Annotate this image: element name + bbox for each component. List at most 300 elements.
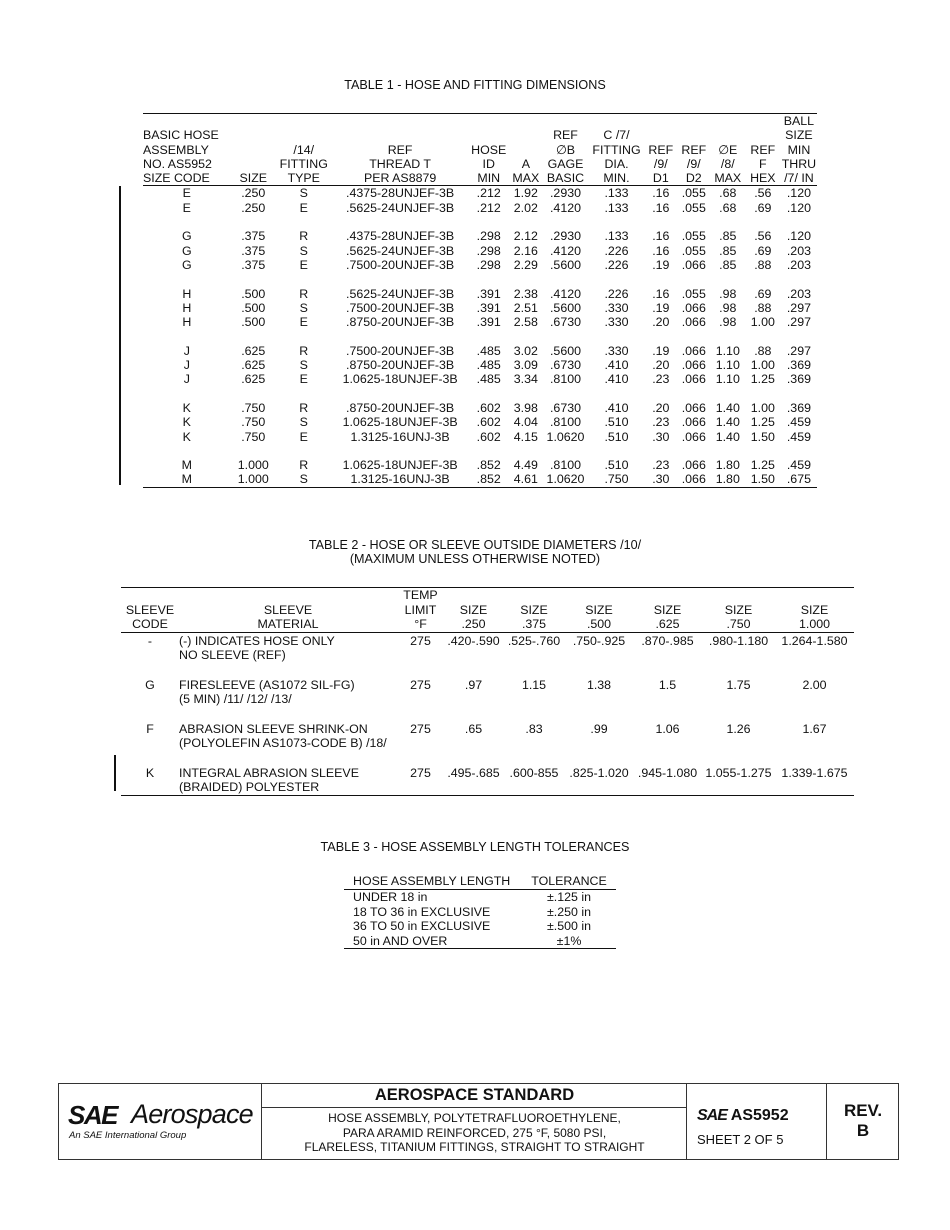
t2-header-cell: MATERIAL <box>179 617 397 632</box>
sleeve-material-line1: (-) INDICATES HOSE ONLY <box>179 633 335 648</box>
t1-cell: .500 <box>241 300 266 315</box>
t1-cell: .055 <box>681 229 706 244</box>
t1-cell: 4.61 <box>513 472 538 487</box>
t1-cell: 1.50 <box>750 429 775 444</box>
t1-cell: .066 <box>681 300 706 315</box>
t1-cell: .625 <box>241 343 266 358</box>
t1-cell: M <box>181 458 192 473</box>
t1-cell: .055 <box>681 243 706 258</box>
t1-cell: .602 <box>476 429 501 444</box>
t1-cell: .23 <box>652 372 670 387</box>
t2-header-cell: SIZE <box>585 602 613 617</box>
t1-cell: .88 <box>754 300 772 315</box>
t1-header-cell: D2 <box>677 171 711 186</box>
t1-cell: .133 <box>604 186 629 201</box>
sleeve-diameter: 1.06 <box>655 721 680 736</box>
t1-header-cell <box>745 128 781 142</box>
t1-header-cell <box>469 128 509 142</box>
t1-cell: 1.10 <box>715 343 740 358</box>
t1-cell: .16 <box>652 200 670 215</box>
t1-cell: .203 <box>786 257 811 272</box>
t1-cell: .066 <box>681 372 706 387</box>
t1-cell: .203 <box>786 286 811 301</box>
t1-cell: .410 <box>604 358 629 373</box>
t1-cell: S <box>299 472 308 487</box>
t1-cell: .19 <box>652 343 670 358</box>
t1-header-cell: TYPE <box>276 171 332 186</box>
t1-spacer-row <box>143 444 817 458</box>
t1-header-cell: MIN <box>469 171 509 186</box>
t1-cell: .391 <box>476 315 501 330</box>
t1-cell: 1.3125-16UNJ-3B <box>350 429 450 444</box>
table2-subtitle: (MAXIMUM UNLESS OTHERWISE NOTED) <box>349 552 601 566</box>
t1-cell: 1.80 <box>715 472 740 487</box>
t1-cell: .330 <box>604 300 629 315</box>
t1-cell: .675 <box>786 472 811 487</box>
t1-cell: .30 <box>652 429 670 444</box>
sleeve-diameter: .420-.590 <box>447 633 500 648</box>
t1-cell: .602 <box>476 415 501 430</box>
t1-cell: .88 <box>754 343 772 358</box>
t1-cell: S <box>299 243 308 258</box>
length-range: 18 TO 36 in EXCLUSIVE <box>353 904 491 919</box>
t2-header-cell <box>633 588 702 603</box>
t1-cell: .23 <box>652 415 670 430</box>
t1-cell: .391 <box>476 286 501 301</box>
t1-cell: .410 <box>604 400 629 415</box>
t1-cell: 2.58 <box>513 315 538 330</box>
t1-cell: J <box>183 358 190 373</box>
sleeve-diameter: 1.15 <box>521 677 547 692</box>
sleeve-diameter: 1.26 <box>726 721 751 736</box>
t1-cell: .212 <box>476 186 501 201</box>
sleeve-material <box>179 632 397 677</box>
t1-cell: 1.25 <box>750 372 775 387</box>
t1-cell: 2.38 <box>513 286 538 301</box>
t1-header-cell: REF <box>387 142 413 157</box>
t2-header-cell: SLEEVE <box>263 602 313 617</box>
t1-cell: .98 <box>719 315 737 330</box>
tolerance-value: ±.125 in <box>546 890 591 904</box>
t1-cell: .066 <box>681 315 706 330</box>
t1-cell: 1.40 <box>715 400 740 415</box>
t1-header-row <box>143 128 817 142</box>
t1-cell: K <box>182 400 191 415</box>
t2-header-cell <box>702 588 775 603</box>
t1-header-cell: ID <box>482 156 495 171</box>
t2-header-cell: SLEEVE <box>125 602 175 617</box>
temp-limit: 275 <box>410 721 431 736</box>
t1-header-cell: F <box>759 156 767 171</box>
t1-header-cell: MAX <box>509 171 543 186</box>
t1-cell: .23 <box>652 458 670 473</box>
t1-row <box>143 315 817 329</box>
t1-cell: .69 <box>754 243 772 258</box>
t1-header-cell: BASIC <box>543 171 588 186</box>
t1-cell: R <box>299 229 309 244</box>
t1-spacer <box>143 387 817 401</box>
t1-cell: .459 <box>786 458 811 473</box>
t2-header-row <box>121 617 854 632</box>
t1-header-cell <box>276 114 332 129</box>
sleeve-material <box>179 677 397 721</box>
t1-cell: 3.34 <box>513 372 538 387</box>
t1-cell: .4120 <box>549 243 581 258</box>
t1-cell: .68 <box>719 200 737 215</box>
t1-header-cell: MAX <box>711 171 745 186</box>
t1-header-cell: NO. AS5952 <box>143 156 212 171</box>
sleeve-diameter: 1.264-1.580 <box>781 633 848 648</box>
t2-row <box>121 721 854 765</box>
t1-cell: 2.16 <box>513 243 538 258</box>
sleeve-diameter: .97 <box>464 677 483 692</box>
t2-header-cell <box>775 588 854 603</box>
t1-cell: G <box>181 243 192 258</box>
t1-cell: .8100 <box>549 458 581 473</box>
t1-cell: H <box>182 315 192 330</box>
t1-cell: .20 <box>652 400 670 415</box>
sleeve-material-line1: FIRESLEEVE (AS1072 SIL-FG) <box>179 677 355 692</box>
t1-header-cell: BASIC HOSE <box>143 128 219 143</box>
t1-spacer-row <box>143 272 817 286</box>
t1-cell: .4120 <box>549 286 581 301</box>
t1-row <box>143 301 817 315</box>
t1-cell: .85 <box>719 229 737 244</box>
t1-header-cell: HEX <box>745 171 781 186</box>
t1-row <box>143 430 817 444</box>
t1-header-row <box>143 114 817 129</box>
t1-header-cell <box>677 128 711 142</box>
revision-bar-table2 <box>114 755 116 791</box>
sleeve-outside-diameters-table <box>121 587 854 796</box>
t1-cell: .16 <box>652 286 670 301</box>
t1-cell: 1.3125-16UNJ-3B <box>350 472 450 487</box>
sleeve-diameter: .525-.760 <box>507 633 561 648</box>
t1-header-cell: PER AS8879 <box>332 171 469 186</box>
t1-cell: 1.0625-18UNJEF-3B <box>342 415 458 430</box>
t2-header-cell: SIZE <box>520 602 548 617</box>
t1-cell: .98 <box>719 286 737 301</box>
t2-header-cell: SIZE <box>724 602 753 617</box>
t1-header-cell: /14/ <box>293 142 315 157</box>
t1-cell: .7500-20UNJEF-3B <box>346 300 455 315</box>
t1-cell: R <box>299 400 309 415</box>
t1-cell: .20 <box>652 358 670 373</box>
t1-cell: 3.98 <box>513 400 538 415</box>
t1-cell: .7500-20UNJEF-3B <box>346 343 455 358</box>
sleeve-material-line2: (5 MIN) /11/ /12/ /13/ <box>179 692 292 706</box>
t1-cell: .56 <box>754 186 772 201</box>
sleeve-material-line2: (POLYOLEFIN AS1073-CODE B) /18/ <box>179 736 387 750</box>
t1-cell: .066 <box>681 358 706 373</box>
sleeve-diameter: 1.5 <box>658 677 677 692</box>
tolerance-value: ±.500 in <box>546 919 591 933</box>
t2-header-cell <box>565 588 633 603</box>
rev-value: B <box>856 1121 870 1140</box>
title-block <box>58 1083 899 1160</box>
sleeve-diameter: .99 <box>590 721 608 736</box>
t1-header-cell: REF <box>681 142 707 157</box>
t1-header-cell: /9/ <box>686 156 701 171</box>
t1-cell: .69 <box>754 286 772 301</box>
t1-cell: .459 <box>786 415 811 430</box>
t3-row <box>344 934 616 949</box>
t1-cell: .750 <box>241 429 266 444</box>
logo-cell <box>59 1084 260 1159</box>
t3-header-length: HOSE ASSEMBLY LENGTH <box>344 874 522 890</box>
t1-cell: .510 <box>604 415 629 430</box>
revision <box>827 1101 899 1141</box>
sleeve-diameter: .600-855 <box>509 765 559 780</box>
t2-header-cell: °F <box>397 617 444 632</box>
t1-cell: .88 <box>754 257 772 272</box>
t1-header-cell: REF <box>750 142 776 157</box>
t1-cell: .85 <box>719 257 737 272</box>
t1-cell: .066 <box>681 458 706 473</box>
t1-spacer <box>143 272 817 286</box>
t2-row <box>121 677 854 721</box>
t1-cell: G <box>181 229 192 244</box>
t1-spacer <box>143 444 817 458</box>
t1-cell: S <box>299 186 308 201</box>
t1-cell: .8750-20UNJEF-3B <box>346 315 455 330</box>
t1-cell: 1.50 <box>750 472 775 487</box>
t1-header-row <box>143 171 817 186</box>
desc-line-3: FLARELESS, TITANIUM FITTINGS, STRAIGHT TO STRAIGHT <box>304 1140 645 1154</box>
t1-header-cell: A <box>521 156 530 171</box>
t1-header-row <box>143 143 817 157</box>
t1-cell: .369 <box>786 400 811 415</box>
t1-cell: E <box>182 200 191 215</box>
t1-cell: .297 <box>786 315 811 330</box>
t1-cell: E <box>299 200 308 215</box>
length-range: 36 TO 50 in EXCLUSIVE <box>353 919 491 933</box>
temp-limit: 275 <box>410 677 431 692</box>
t1-cell: 1.80 <box>715 458 740 473</box>
t1-cell: .120 <box>786 186 811 201</box>
t1-header-cell <box>276 128 332 142</box>
sleeve-diameter: .65 <box>464 721 483 736</box>
table2-title: TABLE 2 - HOSE OR SLEEVE OUTSIDE DIAMETERS /10/ <box>308 538 642 552</box>
t2-header-cell <box>503 588 565 603</box>
t2-header-cell: .250 <box>444 617 503 632</box>
t1-cell: .066 <box>681 400 706 415</box>
t1-cell: E <box>182 186 191 201</box>
t1-cell: M <box>181 472 192 487</box>
t1-cell: .226 <box>604 243 629 258</box>
t1-header-cell <box>645 128 677 142</box>
t1-cell: S <box>299 415 308 430</box>
t1-cell: .133 <box>604 200 629 215</box>
aerospace-logo-text: Aerospace <box>131 1099 253 1129</box>
t2-header-cell: SIZE <box>800 602 829 617</box>
t1-cell: .055 <box>681 200 706 215</box>
t3-row <box>344 919 616 934</box>
t1-cell: 4.15 <box>513 429 538 444</box>
t1-header-cell <box>231 114 276 129</box>
sleeve-code: G <box>145 677 155 692</box>
document-number-cell <box>686 1084 827 1159</box>
t1-cell: 1.00 <box>750 358 775 373</box>
t1-cell: .5600 <box>549 257 581 272</box>
sae-logo: SAE <box>68 1100 117 1130</box>
t1-cell: .2930 <box>549 229 581 244</box>
t1-cell: .5625-24UNJEF-3B <box>346 286 455 301</box>
sleeve-diameter: .83 <box>525 721 543 736</box>
t1-spacer <box>143 329 817 343</box>
t1-cell: R <box>299 458 309 473</box>
sae-mark: SAE <box>697 1107 727 1124</box>
sleeve-diameter: .825-1.020 <box>569 765 629 780</box>
t1-cell: .375 <box>241 229 266 244</box>
t1-spacer <box>143 215 817 229</box>
t1-cell: 3.09 <box>513 358 538 373</box>
t1-row <box>143 287 817 301</box>
t1-spacer-row <box>143 387 817 401</box>
t1-cell: .30 <box>652 472 670 487</box>
t1-header-cell: D1 <box>645 171 677 186</box>
t2-row <box>121 765 854 796</box>
revision-cell <box>826 1084 899 1159</box>
t1-row <box>143 372 817 386</box>
t1-cell: .055 <box>681 186 706 201</box>
t1-header-cell <box>645 114 677 129</box>
t2-header-row <box>121 603 854 618</box>
t1-cell: .56 <box>754 229 772 244</box>
sleeve-diameter: 1.38 <box>586 677 612 692</box>
t1-cell: .19 <box>652 257 670 272</box>
standard-description <box>262 1111 687 1155</box>
t1-cell: 1.40 <box>715 415 740 430</box>
t1-cell: S <box>299 358 308 373</box>
t1-cell: 1.92 <box>513 186 538 201</box>
t1-cell: .500 <box>241 286 266 301</box>
t2-header-cell: SIZE <box>653 602 682 617</box>
temp-limit: 275 <box>410 633 431 648</box>
t1-cell: 4.04 <box>513 415 538 430</box>
t1-cell: R <box>299 343 309 358</box>
t1-cell: .8100 <box>549 415 581 430</box>
t1-header-cell <box>711 114 745 129</box>
t1-cell: .510 <box>604 458 629 473</box>
t1-cell: R <box>299 286 309 301</box>
t1-cell: .625 <box>241 372 266 387</box>
t1-header-cell: /8/ <box>720 156 735 171</box>
t1-cell: .5600 <box>549 300 581 315</box>
t1-header-cell <box>588 114 645 129</box>
t1-cell: .250 <box>241 186 266 201</box>
t1-header-cell: FITTING <box>279 156 328 171</box>
t1-header-cell: REF <box>648 142 674 157</box>
t1-header-cell <box>711 128 745 142</box>
t3-row <box>344 905 616 920</box>
t1-header-cell <box>332 128 469 142</box>
t1-cell: .203 <box>786 243 811 258</box>
doc-number-text: AS5952 <box>730 1107 789 1124</box>
t1-cell: .066 <box>681 429 706 444</box>
t1-header-cell <box>231 143 276 157</box>
standard-title-cell <box>261 1084 687 1159</box>
t1-header-cell: SIZE <box>785 128 813 143</box>
t1-header-cell <box>231 157 276 171</box>
t1-header-cell: THRU <box>781 156 817 171</box>
length-range: UNDER 18 in <box>353 890 428 904</box>
t1-cell: 1.40 <box>715 429 740 444</box>
t1-cell: .20 <box>652 315 670 330</box>
t1-cell: .369 <box>786 372 811 387</box>
t1-cell: .120 <box>786 200 811 215</box>
t1-cell: H <box>182 286 192 301</box>
t1-cell: 1.0625-18UNJEF-3B <box>342 372 458 387</box>
t1-cell: .5625-24UNJEF-3B <box>346 200 455 215</box>
t1-header-cell: SIZE <box>231 171 276 186</box>
t1-row <box>143 472 817 487</box>
t1-header-cell <box>143 114 231 129</box>
desc-line-2: PARA ARAMID REINFORCED, 275 °F, 5080 PSI, <box>342 1125 607 1140</box>
sleeve-diameter: .980-1.180 <box>708 633 769 648</box>
t1-cell: .8750-20UNJEF-3B <box>346 358 455 373</box>
t1-header-cell: BALL <box>783 114 815 128</box>
t2-header-cell: SIZE <box>459 602 488 617</box>
table3-title: TABLE 3 - HOSE ASSEMBLY LENGTH TOLERANCES <box>320 840 630 854</box>
t1-header-cell <box>543 114 588 129</box>
sleeve-diameter: .870-.985 <box>641 633 694 648</box>
sleeve-diameter: 2.00 <box>802 677 827 692</box>
t1-cell: .120 <box>786 229 811 244</box>
t1-cell: .330 <box>604 343 629 358</box>
t2-header-cell: 1.000 <box>775 617 854 632</box>
t1-cell: 1.0620 <box>546 429 585 444</box>
t1-cell: 2.51 <box>513 300 538 315</box>
t1-cell: .066 <box>681 257 706 272</box>
t2-header-cell: .625 <box>633 617 702 632</box>
t1-cell: .7500-20UNJEF-3B <box>346 257 455 272</box>
t1-cell: 4.49 <box>513 458 538 473</box>
t1-row <box>143 229 817 243</box>
t1-cell: .485 <box>476 358 501 373</box>
t1-header-cell: MIN <box>787 142 811 157</box>
t1-cell: 1.25 <box>750 415 775 430</box>
t1-cell: .066 <box>681 343 706 358</box>
t1-cell: .602 <box>476 400 501 415</box>
sleeve-diameter: .750-.925 <box>572 633 626 648</box>
sleeve-code: K <box>145 765 155 780</box>
t1-cell: .375 <box>241 243 266 258</box>
sleeve-material <box>179 765 397 796</box>
t1-cell: .4120 <box>549 200 581 215</box>
t1-header-cell: ASSEMBLY <box>143 142 209 157</box>
t1-cell: .6730 <box>549 400 581 415</box>
t2-header-cell: .750 <box>702 617 775 632</box>
t1-cell: 1.00 <box>750 315 775 330</box>
t1-cell: S <box>299 300 308 315</box>
t1-header-cell: /7/ IN <box>781 171 817 186</box>
t2-header-row <box>121 588 854 603</box>
t1-cell: 1.0620 <box>546 472 585 487</box>
rev-label: REV. <box>843 1101 883 1120</box>
t1-cell: K <box>182 429 191 444</box>
sleeve-material-line2: NO SLEEVE (REF) <box>179 648 286 662</box>
t1-cell: .066 <box>681 415 706 430</box>
t1-spacer-row <box>143 215 817 229</box>
t2-row <box>121 632 854 677</box>
t1-cell: 2.02 <box>513 200 538 215</box>
table1-title: TABLE 1 - HOSE AND FITTING DIMENSIONS <box>344 78 606 92</box>
t1-cell: 2.12 <box>513 229 538 244</box>
t1-cell: .297 <box>786 300 811 315</box>
tolerance-value: ±.250 in <box>546 904 591 919</box>
t1-header-cell: C /7/ <box>603 128 630 143</box>
